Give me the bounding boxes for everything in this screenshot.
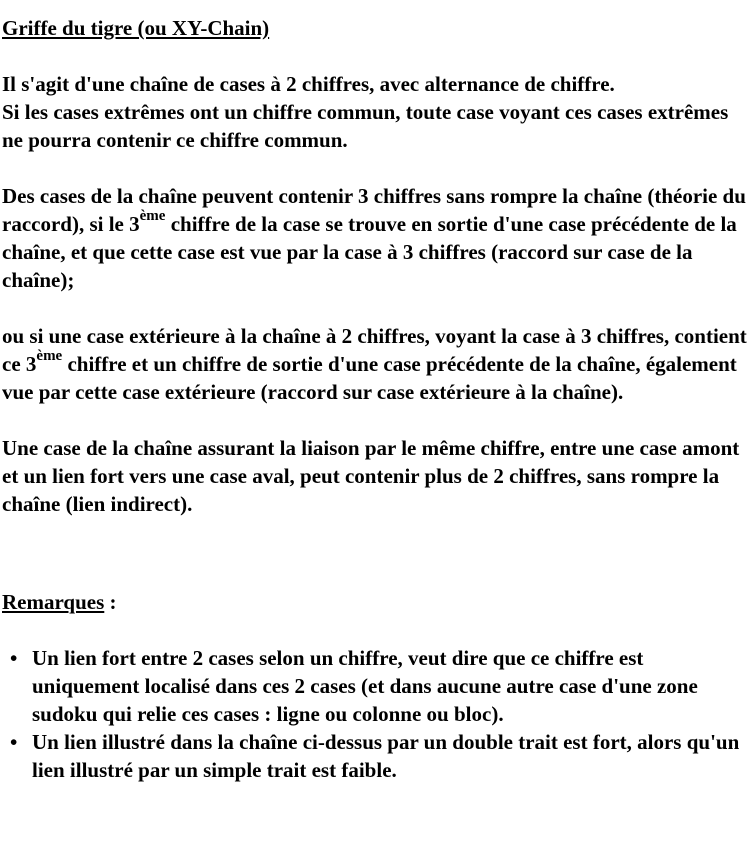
raccord-chain-text-end: chiffre de la case se trouve en sortie d'une case précédente de la chaîne, et que cette case est vue par la case à 3 chiffres (raccord sur case de la chaîne); bbox=[2, 212, 737, 292]
spacer bbox=[2, 294, 752, 322]
list-item bbox=[10, 644, 752, 728]
intro-line-1: Il s'agit d'une chaîne de cases à 2 chiffres, avec alternance de chiffre. bbox=[2, 72, 615, 96]
spacer bbox=[2, 154, 752, 182]
remarks-list bbox=[2, 644, 752, 784]
spacer bbox=[2, 42, 752, 70]
raccord-chain-text-start: Des cases de la chaîne peuvent contenir 3 chiffres sans rompre la chaîne (théorie du raccord), si le 3 bbox=[2, 184, 746, 236]
bullet-icon: • bbox=[10, 730, 18, 754]
paragraph-raccord-chain bbox=[2, 182, 752, 294]
paragraph-raccord-exterior bbox=[2, 322, 752, 406]
spacer bbox=[2, 616, 752, 644]
spacer bbox=[2, 406, 752, 434]
remarks-heading bbox=[2, 588, 752, 616]
paragraph-indirect-link: Une case de la chaîne assurant la liaison par le même chiffre, entre une case amont et un lien fort vers une case aval, peut contenir plus de 2 chiffres, sans rompre la chaîne (lien indirect). bbox=[2, 436, 740, 516]
bullet-icon: • bbox=[10, 646, 18, 670]
remarks-heading-label: Remarques bbox=[2, 590, 105, 614]
raccord-exterior-text-start: ou si une case extérieure à la chaîne à 2 chiffres, voyant la case à 3 chiffres, contient ce 3 bbox=[2, 324, 747, 376]
remark-text: Un lien fort entre 2 cases selon un chiffre, veut dire que ce chiffre est uniquement localisé dans ces 2 cases (et dans aucune autre case d'une zone sudoku qui relie ces cases : ligne ou colonne ou bloc). bbox=[32, 646, 698, 726]
list-item bbox=[10, 728, 752, 784]
ordinal-superscript: ème bbox=[139, 208, 166, 224]
remark-text: Un lien illustré dans la chaîne ci-dessus par un double trait est fort, alors qu'un lien illustré par un simple trait est faible. bbox=[32, 730, 740, 782]
raccord-exterior-text-end: chiffre et un chiffre de sortie d'une case précédente de la chaîne, également vue par cette case extérieure (raccord sur case extérieure à la chaîne). bbox=[2, 352, 737, 404]
paragraph-intro bbox=[2, 70, 752, 154]
intro-line-2: Si les cases extrêmes ont un chiffre commun, toute case voyant ces cases extrêmes ne pourra contenir ce chiffre commun. bbox=[2, 100, 729, 152]
spacer bbox=[2, 518, 752, 588]
page-title: Griffe du tigre (ou XY-Chain) bbox=[2, 16, 270, 40]
document-body bbox=[2, 14, 752, 784]
ordinal-superscript: ème bbox=[36, 348, 63, 364]
remarks-heading-colon: : bbox=[104, 590, 117, 614]
